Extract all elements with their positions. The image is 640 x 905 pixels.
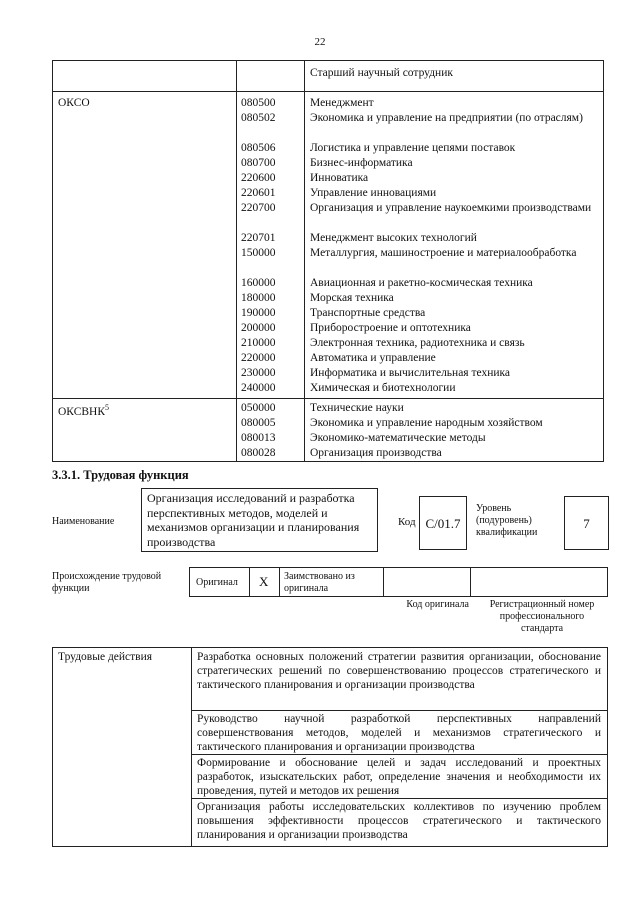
labor-actions-label: Трудовые действия [58, 651, 153, 663]
class-name: Химическая и биотехнологии [310, 382, 456, 394]
class-name: Инноватика [310, 172, 369, 184]
class-name: Транспортные средства [310, 307, 426, 319]
code-value-box: C/01.7 [419, 496, 467, 550]
class-code: 180000 [241, 292, 276, 304]
labor-action-2: Руководство научной разработкой перспективных направлений совершенствования методов, моделей и механизмов стратегического и тактического планирования и организации производства [197, 713, 601, 754]
origin-label: Происхождение трудовой функции [52, 571, 162, 594]
level-label: Уровень (подуровень) квалификации [476, 503, 538, 538]
okso-codes [241, 96, 276, 396]
labor-action-1: Разработка основных положений стратегии развития организации, обоснование стратегических решений по совершенствованию процессов стратегического и тактического планирования и организации производства [197, 651, 601, 692]
class-code: 220600 [241, 172, 276, 184]
labor-action-4: Организация работы исследовательских коллективов по изучению проблем повышения эффективности процессов стратегического и тактического планирования и организации производства [197, 801, 601, 842]
class-name: Приборостроение и оптотехника [310, 322, 471, 334]
class-code: 220601 [241, 187, 276, 199]
class-name: Экономико-математические методы [310, 432, 486, 444]
class-code: 220700 [241, 202, 276, 214]
class-name: Логистика и управление цепями поставок [310, 142, 516, 154]
class-name: Авиационная и ракетно-космическая техника [310, 277, 533, 289]
class-name: Управление инновациями [310, 187, 437, 199]
origin-table [189, 567, 608, 597]
oksvnk-label: ОКСВНК$^5$ [58, 403, 110, 418]
class-code: 080028 [241, 447, 276, 459]
class-code: 190000 [241, 307, 276, 319]
class-code: 150000 [241, 247, 276, 259]
borrowed-label: Заимствовано из оригинала [284, 571, 355, 594]
class-name: Экономика и управление народным хозяйством [310, 417, 543, 429]
class-code: 080502 [241, 112, 276, 124]
classification-table [52, 60, 604, 462]
class-code: 200000 [241, 322, 276, 334]
section-title: 3.3.1. Трудовая функция [52, 468, 189, 482]
okso-names [310, 96, 598, 396]
okso-label: ОКСО [58, 97, 90, 109]
class-name: Автоматика и управление [310, 352, 436, 364]
class-code: 230000 [241, 367, 276, 379]
class-name: Технические науки [310, 402, 404, 414]
class-code: 160000 [241, 277, 276, 289]
original-label: Оригинал [196, 577, 238, 588]
class-code: 080700 [241, 157, 276, 169]
class-code: 080500 [241, 97, 276, 109]
class-name: Бизнес-информатика [310, 157, 413, 169]
oksvnk-codes [241, 401, 276, 461]
class-name: Морская техника [310, 292, 394, 304]
page-number: 22 [314, 36, 326, 48]
class-name: Информатика и вычислительная техника [310, 367, 511, 379]
class-name: Организация и управление наукоемкими производствами [310, 202, 592, 214]
class-code: 050000 [241, 402, 276, 414]
class-code: 220701 [241, 232, 276, 244]
class-code: 220000 [241, 352, 276, 364]
reg-number-label: Регистрационный номер профессионального стандарта [489, 599, 595, 634]
class-name: Металлургия, машиностроение и материалообработка [310, 247, 577, 259]
class-code: 080005 [241, 417, 276, 429]
class-code: 210000 [241, 337, 276, 349]
original-mark: X [259, 574, 269, 589]
oksvnk-names [310, 401, 598, 461]
class-name: Экономика и управление на предприятии (по отраслям) [310, 112, 583, 124]
class-name: Организация производства [310, 447, 442, 459]
top-row-text: Старший научный сотрудник [310, 67, 453, 79]
class-name: Электронная техника, радиотехника и связь [310, 337, 525, 349]
level-value-box: 7 [564, 496, 609, 550]
name-label: Наименование [52, 516, 115, 527]
class-code: 080506 [241, 142, 276, 154]
code-label: Код [398, 516, 416, 528]
class-code: 240000 [241, 382, 276, 394]
class-name: Менеджмент высоких технологий [310, 232, 477, 244]
class-code: 080013 [241, 432, 276, 444]
original-code-label: Код оригинала [406, 599, 469, 610]
function-name-box: Организация исследований и разработка перспективных методов, моделей и механизмов организации и планирования производства [141, 488, 378, 552]
labor-actions-table [52, 647, 608, 847]
class-name: Менеджмент [310, 97, 374, 109]
labor-action-3: Формирование и обоснование целей и задач исследований и проектных разработок, изыскательских работ, определение значения и необходимости их проведения, путей и методов их решения [197, 757, 601, 798]
